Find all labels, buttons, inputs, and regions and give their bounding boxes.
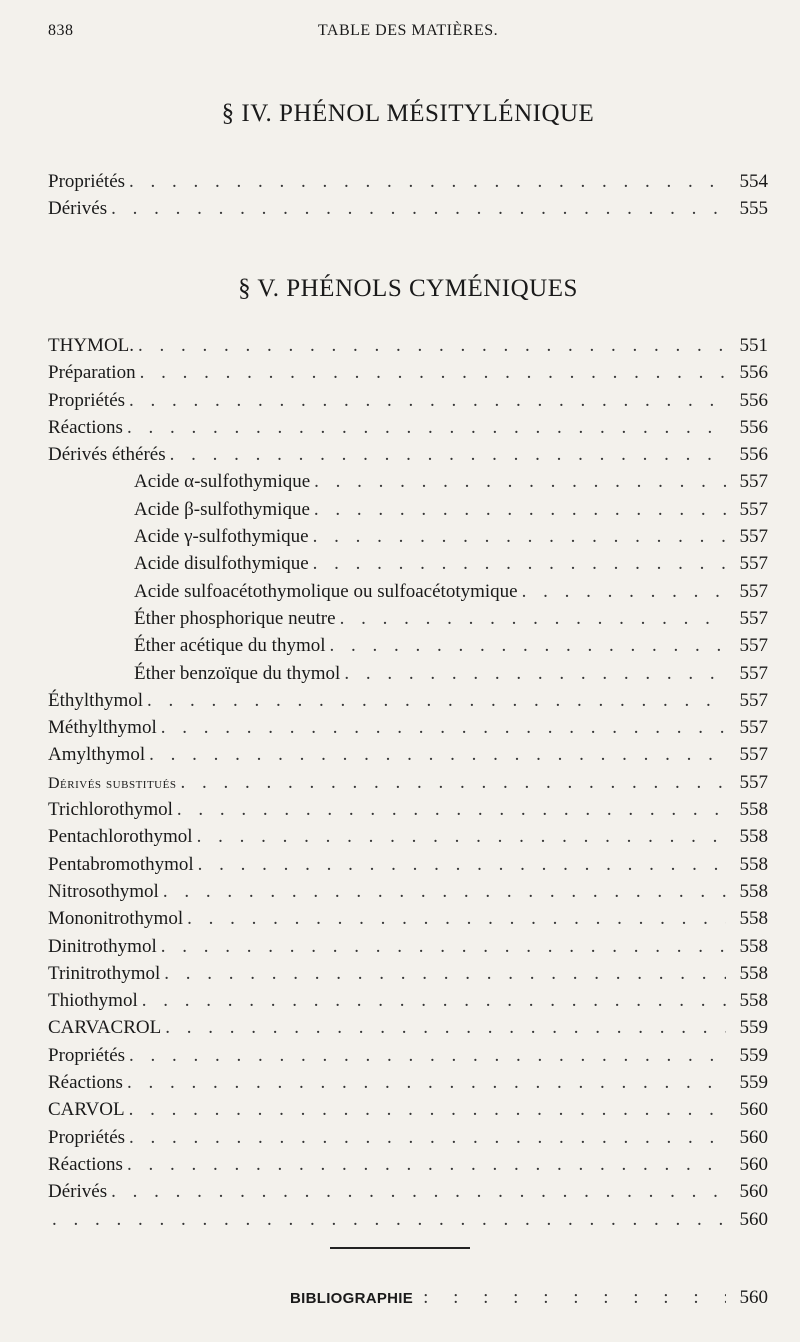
toc-entry-page: 558 (739, 990, 768, 1012)
toc-entry (48, 550, 768, 577)
toc-entry (48, 741, 768, 768)
dot-leader (340, 605, 726, 632)
dot-leader (198, 851, 726, 878)
toc-entry-label: Amylthymol (48, 744, 146, 766)
toc-entry-label: Dérivés (48, 1181, 108, 1203)
dot-leader (52, 1206, 726, 1233)
dot-leader (127, 1069, 726, 1096)
toc-entry-page: 556 (739, 362, 768, 384)
toc-entry (48, 1124, 768, 1151)
toc-entry (48, 496, 768, 523)
toc-entry-page: 560 (739, 1181, 768, 1203)
toc-entry (48, 1096, 768, 1123)
toc-entry (48, 769, 768, 796)
toc-entry (48, 195, 768, 222)
dot-leader (163, 878, 726, 905)
dot-leader (127, 1151, 726, 1178)
toc-entry-label: Méthylthymol (48, 717, 157, 739)
bibliography-page: 560 (739, 1287, 768, 1308)
toc-entry (48, 168, 768, 195)
toc-entry-label: Dérivés substitués (48, 774, 177, 792)
toc-entry-page: 558 (739, 935, 768, 957)
dot-leader (129, 387, 726, 414)
toc-entry (48, 823, 768, 850)
toc-entry-page: 555 (739, 198, 768, 220)
dot-leader (180, 769, 726, 796)
running-header (48, 22, 768, 46)
toc-entry-page: 558 (739, 799, 768, 821)
toc-entry-label: Éthylthymol (48, 689, 143, 711)
toc-entry-page: 556 (739, 444, 768, 466)
toc-entry-label: Réactions (48, 416, 123, 438)
toc-entry-page: 558 (739, 853, 768, 875)
toc-entry (48, 468, 768, 495)
toc-entry-page: 556 (739, 389, 768, 411)
dot-leader (330, 632, 726, 659)
toc-entry-page: 560 (739, 1153, 768, 1175)
toc-entry-page: 559 (739, 1017, 768, 1039)
toc-entry-page: 557 (739, 526, 768, 548)
toc-entry-label: Mononitrothymol (48, 908, 184, 930)
toc-entry-label: Dinitrothymol (48, 935, 157, 957)
dot-leader (177, 796, 726, 823)
dot-leader (111, 1178, 726, 1205)
toc-entry (48, 332, 768, 359)
toc-entry-page: 560 (739, 1126, 768, 1148)
toc-entry (48, 987, 768, 1014)
toc-entry (48, 632, 768, 659)
toc-entry-label: Réactions (48, 1153, 123, 1175)
toc-entry (48, 359, 768, 386)
toc-entry (48, 1069, 768, 1096)
section-v-entries (48, 332, 768, 1233)
toc-entry-label: Dérivés éthérés (48, 444, 166, 466)
toc-entry (48, 796, 768, 823)
dot-leader (127, 414, 726, 441)
toc-entry-label: Dérivés (48, 198, 108, 220)
running-title: TABLE DES MATIÈRES. (317, 22, 499, 39)
toc-entry-label: Éther acétique du thymol (134, 635, 326, 657)
toc-entry-label: Propriétés (48, 1044, 126, 1066)
toc-entry-label: Acide β-sulfothymique (134, 498, 310, 520)
dot-leader (129, 168, 726, 195)
toc-entry-page: 560 (739, 1099, 768, 1121)
toc-entry-page: 557 (739, 553, 768, 575)
dot-leader (129, 1096, 726, 1123)
dot-leader (197, 823, 726, 850)
toc-entry (48, 387, 768, 414)
toc-entry (48, 851, 768, 878)
toc-entry-label: CARVACROL (48, 1017, 162, 1039)
toc-entry-label: Nitrosothymol (48, 880, 159, 902)
toc-entry-label: Trichlorothymol (48, 799, 173, 821)
toc-entry (48, 878, 768, 905)
toc-entry (48, 933, 768, 960)
dot-leader (314, 468, 726, 495)
dot-leader (142, 987, 726, 1014)
dot-leader (165, 1014, 726, 1041)
toc-entry-page: 560 (739, 1208, 768, 1230)
dot-leader (147, 687, 726, 714)
toc-entry (48, 578, 768, 605)
dot-leader (413, 1287, 726, 1309)
toc-entry-label: Acide γ-sulfothymique (134, 526, 309, 548)
dot-leader (149, 741, 726, 768)
toc-entry-label: Éther phosphorique neutre (134, 607, 336, 629)
toc-entry-label: THYMOL. (48, 335, 135, 356)
dot-leader (313, 523, 726, 550)
toc-entry-page: 558 (739, 908, 768, 930)
toc-entry-page: 556 (739, 416, 768, 438)
toc-entry-page: 557 (739, 689, 768, 711)
toc-entry-page: 558 (739, 880, 768, 902)
toc-entry-label: Pentabromothymol (48, 853, 194, 875)
dot-leader (522, 578, 726, 605)
toc-entry (48, 714, 768, 741)
section-iv-entries (48, 168, 768, 223)
toc-entry-label: Acide disulfothymique (134, 553, 309, 575)
toc-entry (48, 687, 768, 714)
toc-entry (48, 523, 768, 550)
bibliography-entry (48, 1287, 768, 1309)
toc-entry-page: 557 (739, 717, 768, 739)
toc-entry (48, 1014, 768, 1041)
toc-entry-label: Éther benzoïque du thymol (134, 662, 341, 684)
section-iv-title: § IV. PHÉNOL MÉSITYLÉNIQUE (221, 100, 595, 127)
horizontal-rule (330, 1247, 470, 1249)
toc-entry-page: 557 (739, 471, 768, 493)
toc-entry (48, 905, 768, 932)
dot-leader (313, 550, 726, 577)
toc-entry-page: 557 (739, 744, 768, 766)
toc-entry (48, 1042, 768, 1069)
dot-leader (164, 960, 726, 987)
toc-entry-page: 557 (739, 662, 768, 684)
toc-entry-label: Acide sulfoacétothymolique ou sulfoacétotymique (134, 580, 518, 602)
toc-entry-page: 554 (739, 171, 768, 192)
toc-entry-label: Pentachlorothymol (48, 826, 193, 848)
dot-leader (344, 660, 726, 687)
dot-leader (138, 332, 726, 359)
toc-entry-label: Propriétés (48, 389, 126, 411)
section-v-title: § V. PHÉNOLS CYMÉNIQUES (238, 275, 578, 302)
dot-leader (161, 714, 726, 741)
toc-entry (48, 441, 768, 468)
toc-entry (48, 414, 768, 441)
toc-entry (48, 1206, 768, 1233)
toc-entry-label: Trinitrothymol (48, 962, 161, 984)
toc-entry-page: 558 (739, 826, 768, 848)
toc-entry-page: 559 (739, 1072, 768, 1094)
toc-entry-label: Préparation (48, 362, 136, 384)
toc-entry-label: Thiothymol (48, 990, 138, 1012)
toc-entry-page: 559 (739, 1044, 768, 1066)
dot-leader (129, 1124, 726, 1151)
toc-entry (48, 1178, 768, 1205)
bibliography-label: BIBLIOGRAPHIE (290, 1290, 414, 1307)
toc-entry (48, 660, 768, 687)
toc-entry (48, 1151, 768, 1178)
toc-entry-page: 557 (739, 498, 768, 520)
toc-entry-label: Propriétés (48, 1126, 126, 1148)
dot-leader (111, 195, 726, 222)
toc-entry-page: 551 (739, 335, 768, 356)
toc-entry-label: Propriétés (48, 171, 126, 192)
toc-entry-page: 558 (739, 962, 768, 984)
toc-entry-page: 557 (739, 607, 768, 629)
dot-leader (187, 905, 726, 932)
toc-entry-page: 557 (739, 580, 768, 602)
dot-leader (161, 933, 726, 960)
toc-entry-page: 557 (739, 771, 768, 793)
toc-entry (48, 960, 768, 987)
toc-entry-label: CARVOL (48, 1099, 125, 1121)
dot-leader (129, 1042, 726, 1069)
dot-leader (170, 441, 726, 468)
toc-entry-page: 557 (739, 635, 768, 657)
toc-entry-label: Réactions (48, 1072, 123, 1094)
toc-entry (48, 605, 768, 632)
toc-entry-label: Acide α-sulfothymique (134, 471, 311, 493)
page-number: 838 (48, 22, 74, 39)
dot-leader (140, 359, 726, 386)
dot-leader (314, 496, 726, 523)
